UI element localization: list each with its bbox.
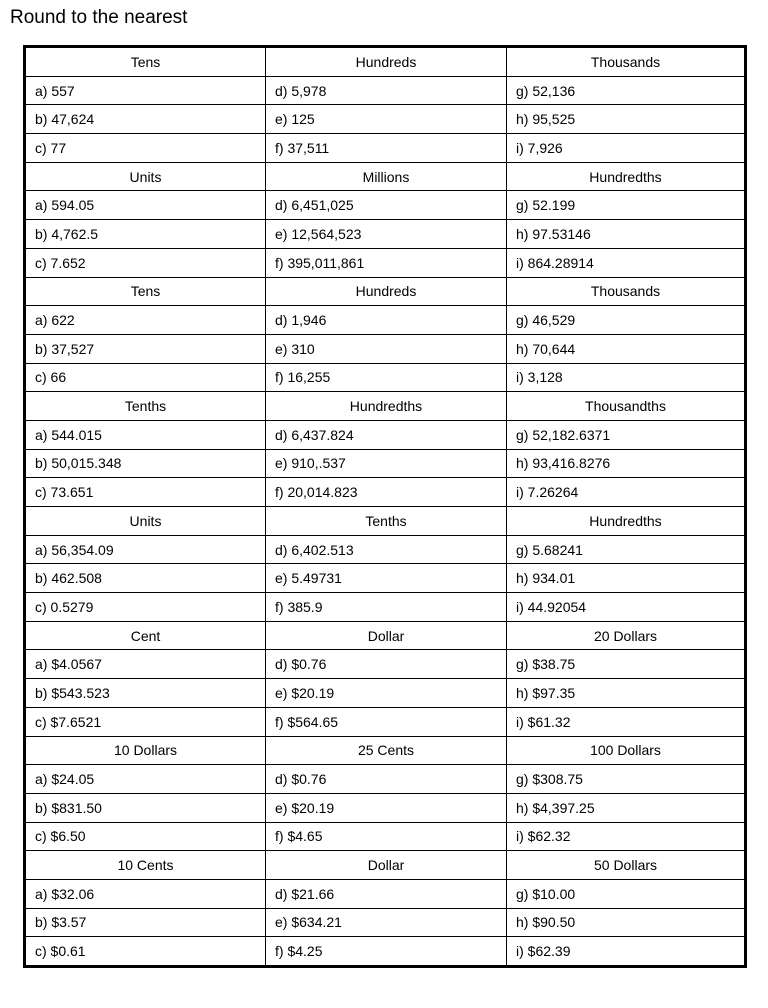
section-header-row (25, 162, 746, 191)
problem-cell: d) 5,978 (266, 76, 507, 105)
rounding-place-header: 20 Dollars (507, 621, 746, 650)
problem-cell: a) $4.0567 (25, 650, 266, 679)
problem-cell: e) 910,.537 (266, 449, 507, 478)
problem-cell: f) $4.65 (266, 822, 507, 851)
rounding-place-header: Tens (25, 47, 266, 77)
problem-cell: c) $6.50 (25, 822, 266, 851)
problem-row (25, 105, 746, 134)
problem-row (25, 707, 746, 736)
problem-cell: i) 7.26264 (507, 478, 746, 507)
rounding-place-header: Hundredths (507, 162, 746, 191)
problem-row (25, 420, 746, 449)
problem-cell: i) $61.32 (507, 707, 746, 736)
problem-cell: h) $90.50 (507, 908, 746, 937)
problem-cell: g) 52,182.6371 (507, 420, 746, 449)
problem-cell: i) $62.32 (507, 822, 746, 851)
problem-cell: g) 52,136 (507, 76, 746, 105)
problem-row (25, 765, 746, 794)
problem-row (25, 879, 746, 908)
rounding-place-header: Thousands (507, 47, 746, 77)
rounding-place-header: 100 Dollars (507, 736, 746, 765)
problem-cell: f) 37,511 (266, 134, 507, 163)
problem-row (25, 478, 746, 507)
problem-cell: b) 50,015.348 (25, 449, 266, 478)
problem-cell: g) 52.199 (507, 191, 746, 220)
problem-cell: c) 77 (25, 134, 266, 163)
problem-cell: c) $7.6521 (25, 707, 266, 736)
section-header-row (25, 851, 746, 880)
problem-cell: e) 12,564,523 (266, 220, 507, 249)
problem-row (25, 593, 746, 622)
page-title: Round to the nearest (10, 7, 188, 28)
problem-cell: b) 37,527 (25, 334, 266, 363)
section-header-row (25, 47, 746, 77)
problem-row (25, 822, 746, 851)
problem-cell: c) 0.5279 (25, 593, 266, 622)
rounding-place-header: Hundredths (266, 392, 507, 421)
problem-row (25, 248, 746, 277)
problem-cell: h) 934.01 (507, 564, 746, 593)
problem-row (25, 937, 746, 967)
problem-row (25, 679, 746, 708)
problem-cell: i) 7,926 (507, 134, 746, 163)
section-header-row (25, 392, 746, 421)
problem-cell: c) 7.652 (25, 248, 266, 277)
problem-cell: e) 125 (266, 105, 507, 134)
problem-cell: e) $20.19 (266, 679, 507, 708)
problem-cell: f) 395,011,861 (266, 248, 507, 277)
problem-cell: c) 73.651 (25, 478, 266, 507)
problem-cell: d) 6,451,025 (266, 191, 507, 220)
problem-cell: b) $831.50 (25, 793, 266, 822)
problem-row (25, 564, 746, 593)
problem-cell: a) $24.05 (25, 765, 266, 794)
rounding-place-header: Tenths (25, 392, 266, 421)
problem-cell: a) 594.05 (25, 191, 266, 220)
problem-cell: d) 6,437.824 (266, 420, 507, 449)
problem-cell: f) 16,255 (266, 363, 507, 392)
rounding-worksheet-table (23, 45, 747, 968)
problem-row (25, 220, 746, 249)
rounding-place-header: Millions (266, 162, 507, 191)
problem-cell: d) 6,402.513 (266, 535, 507, 564)
problem-cell: e) 5.49731 (266, 564, 507, 593)
rounding-place-header: 25 Cents (266, 736, 507, 765)
problem-row (25, 334, 746, 363)
problem-cell: d) $0.76 (266, 650, 507, 679)
problem-cell: c) $0.61 (25, 937, 266, 967)
problem-cell: i) 3,128 (507, 363, 746, 392)
problem-cell: b) 462.508 (25, 564, 266, 593)
rounding-place-header: Tens (25, 277, 266, 306)
problem-row (25, 535, 746, 564)
problem-row (25, 306, 746, 335)
problem-cell: i) $62.39 (507, 937, 746, 967)
rounding-place-header: 10 Cents (25, 851, 266, 880)
problem-cell: h) $97.35 (507, 679, 746, 708)
worksheet-body (25, 47, 746, 967)
rounding-place-header: Cent (25, 621, 266, 650)
section-header-row (25, 736, 746, 765)
problem-cell: a) 56,354.09 (25, 535, 266, 564)
rounding-place-header: Thousandths (507, 392, 746, 421)
rounding-place-header: Dollar (266, 851, 507, 880)
problem-cell: g) 5.68241 (507, 535, 746, 564)
problem-row (25, 449, 746, 478)
problem-cell: e) $634.21 (266, 908, 507, 937)
problem-row (25, 650, 746, 679)
problem-cell: h) 97.53146 (507, 220, 746, 249)
problem-cell: g) $308.75 (507, 765, 746, 794)
problem-cell: b) $3.57 (25, 908, 266, 937)
rounding-place-header: Hundreds (266, 47, 507, 77)
rounding-place-header: 50 Dollars (507, 851, 746, 880)
rounding-place-header: Thousands (507, 277, 746, 306)
rounding-place-header: Hundreds (266, 277, 507, 306)
problem-row (25, 363, 746, 392)
problem-cell: a) 557 (25, 76, 266, 105)
problem-cell: h) 93,416.8276 (507, 449, 746, 478)
rounding-place-header: Dollar (266, 621, 507, 650)
rounding-place-header: Units (25, 507, 266, 536)
problem-cell: g) $10.00 (507, 879, 746, 908)
rounding-place-header: Tenths (266, 507, 507, 536)
problem-cell: a) 622 (25, 306, 266, 335)
problem-cell: g) $38.75 (507, 650, 746, 679)
problem-cell: g) 46,529 (507, 306, 746, 335)
problem-cell: a) 544.015 (25, 420, 266, 449)
problem-cell: b) 47,624 (25, 105, 266, 134)
problem-cell: a) $32.06 (25, 879, 266, 908)
problem-cell: d) $0.76 (266, 765, 507, 794)
section-header-row (25, 507, 746, 536)
rounding-place-header: 10 Dollars (25, 736, 266, 765)
problem-cell: h) $4,397.25 (507, 793, 746, 822)
problem-cell: e) 310 (266, 334, 507, 363)
problem-row (25, 134, 746, 163)
problem-cell: c) 66 (25, 363, 266, 392)
problem-row (25, 793, 746, 822)
problem-cell: f) $564.65 (266, 707, 507, 736)
problem-cell: d) $21.66 (266, 879, 507, 908)
section-header-row (25, 621, 746, 650)
problem-cell: h) 70,644 (507, 334, 746, 363)
problem-cell: f) $4.25 (266, 937, 507, 967)
problem-cell: e) $20.19 (266, 793, 507, 822)
problem-row (25, 191, 746, 220)
problem-row (25, 908, 746, 937)
problem-cell: d) 1,946 (266, 306, 507, 335)
problem-cell: f) 20,014.823 (266, 478, 507, 507)
problem-cell: f) 385.9 (266, 593, 507, 622)
section-header-row (25, 277, 746, 306)
rounding-place-header: Hundredths (507, 507, 746, 536)
rounding-place-header: Units (25, 162, 266, 191)
problem-cell: b) 4,762.5 (25, 220, 266, 249)
problem-cell: i) 864.28914 (507, 248, 746, 277)
problem-cell: h) 95,525 (507, 105, 746, 134)
problem-cell: b) $543.523 (25, 679, 266, 708)
problem-cell: i) 44.92054 (507, 593, 746, 622)
problem-row (25, 76, 746, 105)
